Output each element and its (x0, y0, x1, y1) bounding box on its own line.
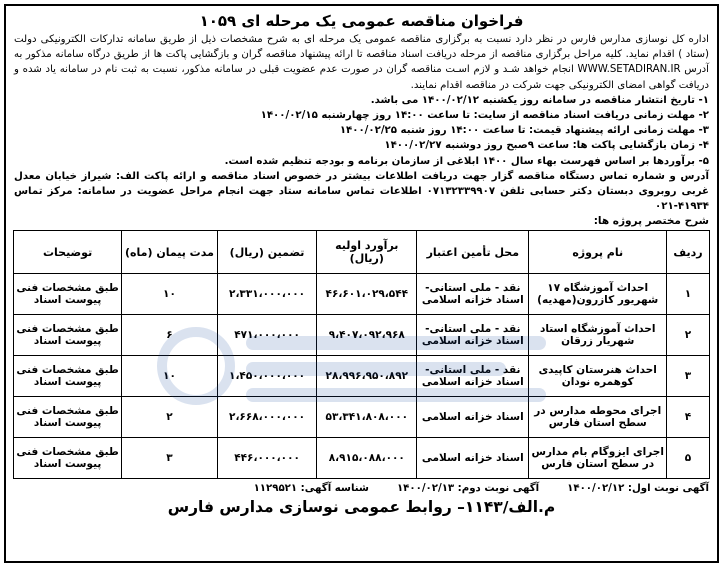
cell-project-name: اجرای محوطه مدارس در سطح استان فارس (529, 397, 667, 438)
first-publication-date: آگهی نوبت اول: ۱۴۰۰/۰۲/۱۲ (567, 483, 709, 495)
item-publish-date: ۱- تاریخ انتشار مناقصه در سامانه روز یکشنبه ۱۴۰۰/۰۲/۱۲ می باشد. (370, 94, 709, 106)
cell-guarantee: ۲،۶۶۸،۰۰۰،۰۰۰ (217, 397, 317, 438)
cell-project-name: احداث آموزشگاه ۱۷ شهریور کازرون(مهدیه) (529, 274, 667, 315)
cell-notes: طبق مشخصات فنی پیوست اسناد (14, 356, 122, 397)
cell-project-name: احداث هنرستان کاپیدی کوهمره نودان (529, 356, 667, 397)
header-notes: توضیحات (14, 231, 122, 274)
header-initial-estimate: برآورد اولیه (ریال) (317, 231, 417, 274)
notice-title: فراخوان مناقصه عمومی یک مرحله ای ۱۰۵۹ (199, 12, 524, 30)
cell-row-number: ۵ (666, 438, 709, 479)
projects-table (13, 230, 710, 479)
publication-info (6, 479, 717, 495)
header-funding-source: محل تأمین اعتبار (417, 231, 529, 274)
cell-guarantee: ۴۴۶،۰۰۰،۰۰۰ (217, 438, 317, 479)
cell-row-number: ۳ (666, 356, 709, 397)
contact-info: آدرس و شماره تماس دستگاه مناقصه گزار جهت دریافت اطلاعات بیشتر در خصوص اسناد مناقصه و ارائه پاکت الف: شیراز خیابان معدل غربی روبروی دبستان دکتر حسابی تلفن ۰۷۱۳۲۳۳۹۹۰۷ اطلاعات تماس سامانه ستاد جهت انجام مراحل عضویت در سامانه: مرکز تماس ۴۱۹۳۴-۰۲۱ (14, 170, 709, 213)
cell-guarantee: ۱،۴۵۰،۰۰۰،۰۰۰ (217, 356, 317, 397)
table-row (14, 356, 710, 397)
table-row (14, 274, 710, 315)
tender-notice (4, 4, 719, 563)
cell-row-number: ۱ (666, 274, 709, 315)
cell-initial-estimate: ۹،۴۰۷،۰۹۲،۹۶۸ (317, 315, 417, 356)
projects-summary-label: شرح مختصر پروژه ها: (593, 215, 709, 228)
issuer-signature-line: م.الف/۱۱۴۳– روابط عمومی نوسازی مدارس فارس (167, 498, 556, 517)
cell-initial-estimate: ۵۳،۳۴۱،۸۰۸،۰۰۰ (317, 397, 417, 438)
item-opening-time: ۴- زمان بازگشایی پاکت ها: ساعت ۹صبح روز دوشنبه ۱۴۰۰/۰۲/۲۷ (384, 140, 709, 152)
cell-contract-duration: ۲ (122, 397, 218, 438)
intro-paragraph: اداره کل نوسازی مدارس فارس در نظر دارد نسبت به برگزاری مناقصه عمومی یک مرحله ای به شرح مشخصات ذیل از طریق سامانه تدارکات الکترونیکی دولت (ستاد ) اقدام نماید. کلیه مراحل برگزاری مناقصه از مرحله دریافت اسناد مناقصه تا ارائه پیشنهاد مناقصه گران و بازگشایی پاکت ها از طریق درگاه سامانه مذکور به آدرس WWW.SETADIRAN.IR انجام خواهد شـد و لازم اسـت مناقصه گران در صورت عدم عضویت قبلی در سامانه مذکور، نسبت به ثبت نام در سامانه یاد شده و دریافت گواهی امضای الکترونیکی جهت شرکت در مناقصه اقدام نمایند. (14, 34, 709, 91)
cell-notes: طبق مشخصات فنی پیوست اسناد (14, 438, 122, 479)
cell-row-number: ۲ (666, 315, 709, 356)
intro-section (6, 32, 717, 214)
cell-contract-duration: ۳ (122, 438, 218, 479)
header-guarantee: تضمین (ریال) (217, 231, 317, 274)
cell-initial-estimate: ۸،۹۱۵،۰۸۸،۰۰۰ (317, 438, 417, 479)
cell-funding-source: نقد - ملی استانی- اسناد خزانه اسلامی (417, 274, 529, 315)
table-row (14, 315, 710, 356)
cell-notes: طبق مشخصات فنی پیوست اسناد (14, 315, 122, 356)
cell-guarantee: ۲،۳۳۱،۰۰۰،۰۰۰ (217, 274, 317, 315)
cell-notes: طبق مشخصات فنی پیوست اسناد (14, 397, 122, 438)
table-header-row (14, 231, 710, 274)
cell-contract-duration: ۱۰ (122, 356, 218, 397)
cell-notes: طبق مشخصات فنی پیوست اسناد (14, 274, 122, 315)
cell-funding-source: اسناد خزانه اسلامی (417, 438, 529, 479)
cell-funding-source: نقد - ملی استانی- اسناد خزانه اسلامی (417, 356, 529, 397)
cell-initial-estimate: ۴۶،۶۰۱،۰۲۹،۵۴۴ (317, 274, 417, 315)
item-document-deadline: ۲- مهلت زمانی دریافت اسناد مناقصه از سایت: تا ساعت ۱۴:۰۰ روز چهارشنبه ۱۴۰۰/۰۲/۱۵ (260, 110, 709, 122)
table-row (14, 438, 710, 479)
second-publication-date: آگهی نوبت دوم: ۱۴۰۰/۰۲/۱۳ (396, 483, 540, 495)
cell-project-name: اجرای ایزوگام بام مدارس در سطح استان فارس (529, 438, 667, 479)
ad-identifier: شناسه آگهی: ۱۱۲۹۵۲۱ (253, 483, 369, 495)
table-row (14, 397, 710, 438)
cell-project-name: احداث آموزشگاه استاد شهریار زرقان (529, 315, 667, 356)
cell-row-number: ۴ (666, 397, 709, 438)
cell-contract-duration: ۱۰ (122, 274, 218, 315)
cell-guarantee: ۴۷۱،۰۰۰،۰۰۰ (217, 315, 317, 356)
header-project-name: نام پروژه (529, 231, 667, 274)
cell-contract-duration: ۶ (122, 315, 218, 356)
cell-funding-source: اسناد خزانه اسلامی (417, 397, 529, 438)
item-price-list: ۵- برآوردها بر اساس فهرست بهاء سال ۱۴۰۰ ابلاغی از سازمان برنامه و بودجه تنظیم شده است. (224, 155, 709, 167)
header-contract-duration: مدت پیمان (ماه) (122, 231, 218, 274)
cell-funding-source: نقد - ملی استانی- اسناد خزانه اسلامی (417, 315, 529, 356)
item-offer-deadline: ۳- مهلت زمانی ارائه پیشنهاد قیمت: تا ساعت ۱۴:۰۰ روز شنبه ۱۴۰۰/۰۲/۲۵ (339, 125, 709, 137)
header-row-number: ردیف (666, 231, 709, 274)
cell-initial-estimate: ۲۸،۹۹۶،۹۵۰،۸۹۲ (317, 356, 417, 397)
